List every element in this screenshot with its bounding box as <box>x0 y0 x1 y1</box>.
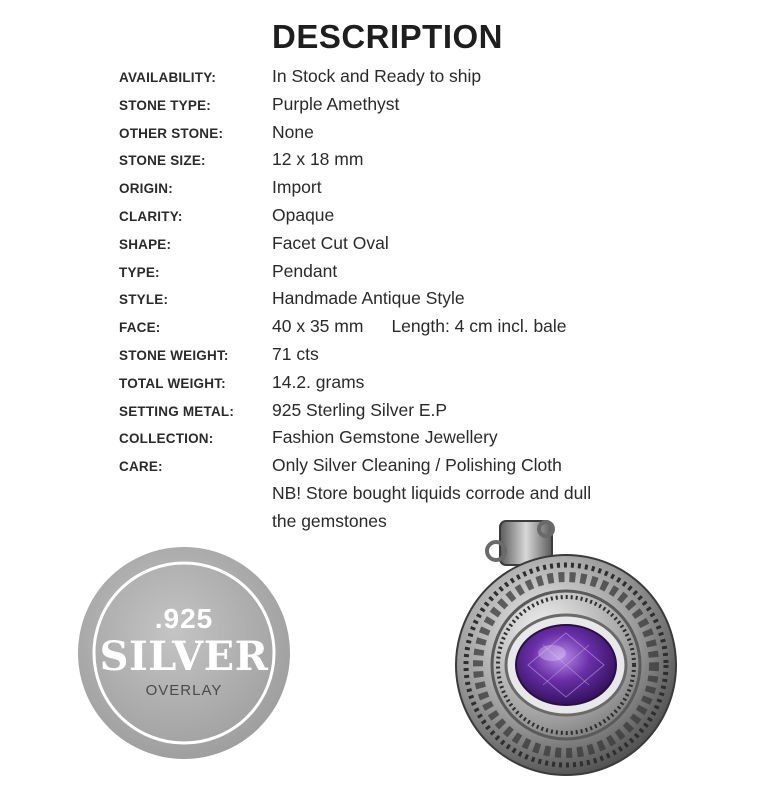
spec-value: Handmade Antique Style <box>272 288 465 309</box>
spec-label: STYLE: <box>119 292 169 308</box>
pendant-image <box>448 515 688 780</box>
spec-label: ORIGIN: <box>119 181 173 197</box>
spec-value: Fashion Gemstone Jewellery <box>272 427 498 448</box>
face-size: 40 x 35 mm <box>272 316 364 337</box>
spec-value: 71 cts <box>272 344 319 364</box>
spec-value: Only Silver Cleaning / Polishing Cloth <box>272 455 562 476</box>
badge-overlay: OVERLAY <box>145 682 223 699</box>
spec-label: TOTAL WEIGHT: <box>119 375 226 391</box>
face-length: Length: 4 cm incl. bale <box>391 316 567 337</box>
silver-overlay-badge <box>76 545 292 761</box>
badge-925: .925 <box>154 603 214 634</box>
care-note-line: NB! Store bought liquids corrode and dull <box>272 483 592 503</box>
spec-label: STONE WEIGHT: <box>119 348 229 363</box>
page-title: DESCRIPTION <box>271 18 504 55</box>
spec-value: 925 Sterling Silver E.P <box>272 399 448 420</box>
spec-label: STONE TYPE: <box>119 97 211 113</box>
spec-label: TYPE: <box>119 264 160 280</box>
spec-label: STONE SIZE: <box>119 153 206 169</box>
spec-value: Opaque <box>272 205 335 225</box>
spec-label: SETTING METAL: <box>119 403 235 419</box>
spec-label: AVAILABILITY: <box>119 70 217 85</box>
spec-value: Facet Cut Oval <box>272 232 389 253</box>
care-note-line: the gemstones <box>272 510 387 531</box>
spec-label: FACE: <box>119 320 161 336</box>
spec-value: In Stock and Ready to ship <box>272 66 482 86</box>
spec-value <box>272 316 567 337</box>
spec-value: Import <box>272 177 322 198</box>
spec-label: OTHER STONE: <box>119 125 224 141</box>
spec-value: None <box>272 121 314 142</box>
spec-value: 14.2. grams <box>272 371 365 392</box>
badge-silver: SILVER <box>99 633 269 680</box>
spec-value: Pendant <box>272 260 338 281</box>
spec-value: 12 x 18 mm <box>272 149 364 170</box>
spec-value: Purple Amethyst <box>272 93 400 114</box>
spec-label: CLARITY: <box>119 209 183 224</box>
spec-label: SHAPE: <box>119 236 172 252</box>
spec-label: CARE: <box>119 459 163 475</box>
spec-label: COLLECTION: <box>119 431 214 447</box>
amethyst-pendant-graphic <box>448 515 688 780</box>
